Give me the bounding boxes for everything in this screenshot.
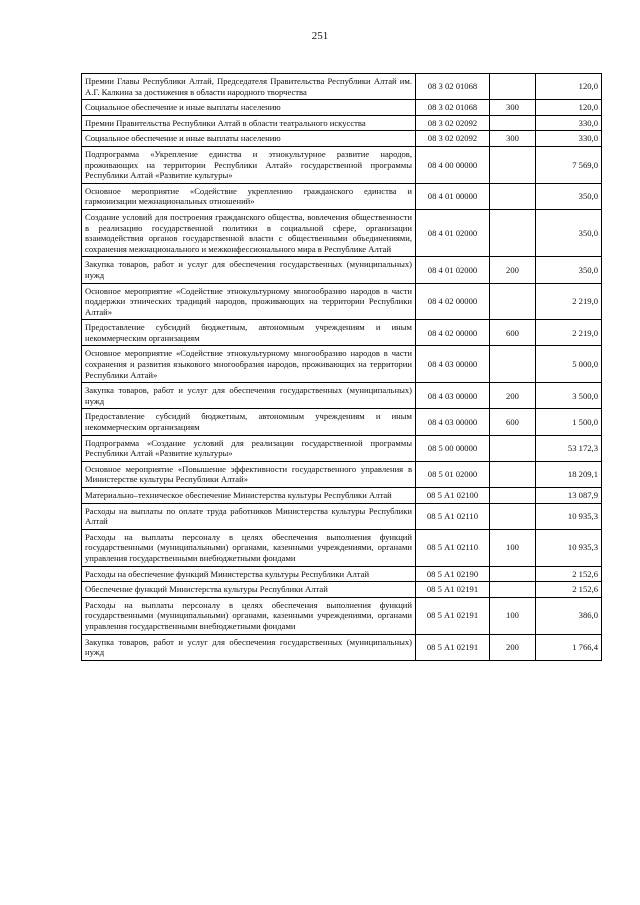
row-code-cell: 08 4 01 00000 <box>416 183 490 209</box>
row-amount-cell: 18 209,1 <box>536 461 602 487</box>
table-row <box>82 435 602 461</box>
row-code-cell: 08 4 03 00000 <box>416 409 490 435</box>
row-expense-type-cell <box>490 183 536 209</box>
row-name-cell: Создание условий для построения гражданского общества, вовлечения общественности в реализацию государственной политики в социальной сфере, организации взаимодействия органов государственной власти с общественными объединениями, сохранения межнационального и межконфессионального мира в Республике Алтай <box>82 209 416 256</box>
row-code-cell: 08 5 00 00000 <box>416 435 490 461</box>
row-code-cell: 08 5 01 02000 <box>416 461 490 487</box>
table-row <box>82 283 602 320</box>
row-expense-type-cell <box>490 209 536 256</box>
row-code-cell: 08 5 А1 02190 <box>416 566 490 582</box>
row-expense-type-cell <box>490 74 536 100</box>
row-expense-type-cell <box>490 582 536 598</box>
table-row <box>82 209 602 256</box>
row-expense-type-cell: 100 <box>490 529 536 566</box>
row-amount-cell: 5 000,0 <box>536 346 602 383</box>
row-name-cell: Основное мероприятие «Повышение эффективности государственного управления в Министерстве культуры Республики Алтай» <box>82 461 416 487</box>
row-name-cell: Расходы на выплаты персоналу в целях обеспечения выполнения функций государственными (муниципальными) органами, казенными учреждениями, органами управления государственными внебюджетными фондами <box>82 597 416 634</box>
row-amount-cell: 3 500,0 <box>536 383 602 409</box>
row-code-cell: 08 4 01 02000 <box>416 209 490 256</box>
table-row <box>82 597 602 634</box>
row-name-cell: Расходы на выплаты персоналу в целях обеспечения выполнения функций государственными (муниципальными) органами, казенными учреждениями, органами управления государственными внебюджетными фондами <box>82 529 416 566</box>
row-name-cell: Закупка товаров, работ и услуг для обеспечения государственных (муниципальных) нужд <box>82 634 416 660</box>
row-expense-type-cell: 200 <box>490 634 536 660</box>
row-code-cell: 08 3 02 01068 <box>416 74 490 100</box>
row-name-cell: Расходы на выплаты по оплате труда работников Министерства культуры Республики Алтай <box>82 503 416 529</box>
row-name-cell: Материально–техническое обеспечение Министерства культуры Республики Алтай <box>82 488 416 504</box>
row-amount-cell: 2 152,6 <box>536 566 602 582</box>
row-expense-type-cell <box>490 146 536 183</box>
table-row <box>82 183 602 209</box>
table-row <box>82 566 602 582</box>
row-amount-cell: 10 935,3 <box>536 529 602 566</box>
table-row <box>82 461 602 487</box>
row-name-cell: Социальное обеспечение и иные выплаты населению <box>82 100 416 116</box>
row-expense-type-cell <box>490 115 536 131</box>
row-amount-cell: 350,0 <box>536 209 602 256</box>
row-expense-type-cell <box>490 461 536 487</box>
table-row <box>82 409 602 435</box>
row-name-cell: Подпрограмма «Укрепление единства и этнокультурное развитие народов, проживающих на территории Республики Алтай» государственной программы Республики Алтай «Развитие культуры» <box>82 146 416 183</box>
row-amount-cell: 386,0 <box>536 597 602 634</box>
row-amount-cell: 53 172,3 <box>536 435 602 461</box>
row-code-cell: 08 5 А1 02191 <box>416 597 490 634</box>
row-name-cell: Социальное обеспечение и иные выплаты населению <box>82 131 416 147</box>
row-code-cell: 08 3 02 01068 <box>416 100 490 116</box>
row-amount-cell: 350,0 <box>536 257 602 283</box>
row-amount-cell: 2 152,6 <box>536 582 602 598</box>
row-expense-type-cell <box>490 503 536 529</box>
table-row <box>82 320 602 346</box>
row-code-cell: 08 4 03 00000 <box>416 346 490 383</box>
row-amount-cell: 330,0 <box>536 131 602 147</box>
row-expense-type-cell <box>490 346 536 383</box>
row-name-cell: Расходы на обеспечение функций Министерства культуры Республики Алтай <box>82 566 416 582</box>
row-amount-cell: 1 500,0 <box>536 409 602 435</box>
table-row <box>82 115 602 131</box>
table-row <box>82 582 602 598</box>
row-expense-type-cell <box>490 488 536 504</box>
table-row <box>82 257 602 283</box>
row-expense-type-cell: 300 <box>490 100 536 116</box>
row-code-cell: 08 5 А1 02100 <box>416 488 490 504</box>
row-amount-cell: 120,0 <box>536 74 602 100</box>
table-row <box>82 146 602 183</box>
row-code-cell: 08 5 А1 02191 <box>416 582 490 598</box>
page-number: 251 <box>311 30 329 42</box>
row-expense-type-cell: 200 <box>490 257 536 283</box>
row-amount-cell: 1 766,4 <box>536 634 602 660</box>
row-name-cell: Закупка товаров, работ и услуг для обеспечения государственных (муниципальных) нужд <box>82 383 416 409</box>
row-name-cell: Закупка товаров, работ и услуг для обеспечения государственных (муниципальных) нужд <box>82 257 416 283</box>
table-row <box>82 74 602 100</box>
row-expense-type-cell <box>490 283 536 320</box>
table-row <box>82 131 602 147</box>
table-row <box>82 634 602 660</box>
row-code-cell: 08 3 02 02092 <box>416 131 490 147</box>
row-amount-cell: 2 219,0 <box>536 283 602 320</box>
row-expense-type-cell: 200 <box>490 383 536 409</box>
row-expense-type-cell <box>490 435 536 461</box>
table-row <box>82 100 602 116</box>
row-code-cell: 08 4 03 00000 <box>416 383 490 409</box>
row-name-cell: Премии Правительства Республики Алтай в области театрального искусства <box>82 115 416 131</box>
row-name-cell: Основное мероприятие «Содействие этнокультурному многообразию народов в части поддержки этнических традиций народов, проживающих на территории Республики Алтай» <box>82 283 416 320</box>
row-expense-type-cell: 600 <box>490 320 536 346</box>
row-code-cell: 08 4 02 00000 <box>416 283 490 320</box>
row-amount-cell: 2 219,0 <box>536 320 602 346</box>
row-name-cell: Обеспечение функций Министерства культуры Республики Алтай <box>82 582 416 598</box>
row-code-cell: 08 5 А1 02110 <box>416 529 490 566</box>
table-row <box>82 346 602 383</box>
table-row <box>82 383 602 409</box>
row-code-cell: 08 5 А1 02110 <box>416 503 490 529</box>
row-name-cell: Основное мероприятие «Содействие укреплению гражданского единства и гармонизации межнациональных отношений» <box>82 183 416 209</box>
table-row <box>82 529 602 566</box>
row-expense-type-cell: 600 <box>490 409 536 435</box>
row-code-cell: 08 4 01 02000 <box>416 257 490 283</box>
row-expense-type-cell: 300 <box>490 131 536 147</box>
row-code-cell: 08 5 А1 02191 <box>416 634 490 660</box>
row-name-cell: Подпрограмма «Создание условий для реализации государственной программы Республики Алтай «Развитие культуры» <box>82 435 416 461</box>
budget-table <box>81 73 602 661</box>
table-row <box>82 503 602 529</box>
row-expense-type-cell <box>490 566 536 582</box>
row-name-cell: Премии Главы Республики Алтай, Председателя Правительства Республики Алтай им. А.Г. Калкина за достижения в области народного творчества <box>82 74 416 100</box>
row-amount-cell: 120,0 <box>536 100 602 116</box>
row-code-cell: 08 4 02 00000 <box>416 320 490 346</box>
row-amount-cell: 330,0 <box>536 115 602 131</box>
row-amount-cell: 10 935,3 <box>536 503 602 529</box>
budget-table-body <box>82 74 602 661</box>
row-expense-type-cell: 100 <box>490 597 536 634</box>
row-amount-cell: 7 569,0 <box>536 146 602 183</box>
row-name-cell: Предоставление субсидий бюджетным, автономным учреждениям и иным некоммерческим организациям <box>82 409 416 435</box>
row-name-cell: Основное мероприятие «Содействие этнокультурному многообразию народов в части сохранения и развития языкового многообразия народов, проживающих на территории Республики Алтай» <box>82 346 416 383</box>
row-amount-cell: 13 087,9 <box>536 488 602 504</box>
row-code-cell: 08 4 00 00000 <box>416 146 490 183</box>
row-name-cell: Предоставление субсидий бюджетным, автономным учреждениям и иным некоммерческим организациям <box>82 320 416 346</box>
row-code-cell: 08 3 02 02092 <box>416 115 490 131</box>
row-amount-cell: 350,0 <box>536 183 602 209</box>
table-row <box>82 488 602 504</box>
